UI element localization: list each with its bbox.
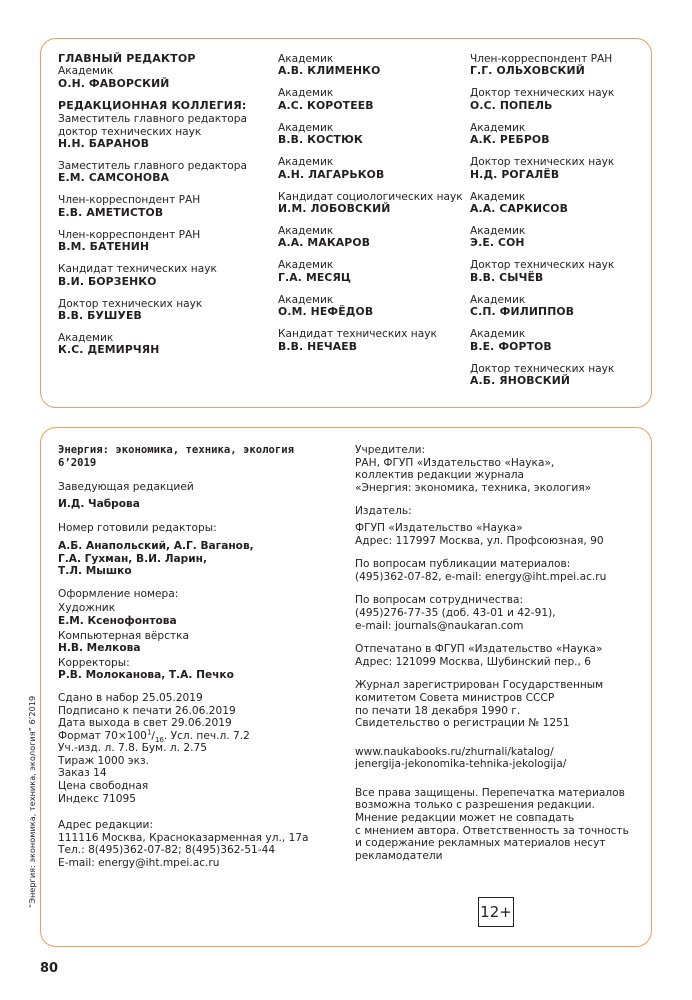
- board-member: [58, 298, 268, 323]
- board-member: [58, 113, 268, 150]
- layout-name: Н.В. Мелкова: [58, 642, 141, 655]
- head-editor-block: [58, 481, 348, 510]
- prepared-name-1: А.Б. Анапольский, А.Г. Ваганов,: [58, 539, 254, 552]
- member-title: Академик: [278, 225, 334, 238]
- board-member: [470, 191, 640, 216]
- board-list-2: [278, 53, 463, 353]
- chief-editor-role: Академик: [58, 65, 114, 78]
- board-member: [58, 229, 268, 254]
- member-name: И.М. ЛОБОВСКИЙ: [278, 202, 391, 216]
- board-column-3: [470, 53, 640, 397]
- founders-line-1: РАН, ФГУП «Издательство «Наука»,: [355, 456, 555, 469]
- head-editor-label: Заведующая редакцией: [58, 481, 194, 494]
- registration-line-1: Журнал зарегистрирован Государственным: [355, 679, 604, 692]
- member-name: А.Н. ЛАГАРЬКОВ: [278, 167, 385, 181]
- member-title: Академик: [278, 53, 334, 65]
- member-name: В.В. КОСТЮК: [278, 133, 363, 147]
- member-name: В.В. БУШУЕВ: [58, 309, 142, 323]
- member-name: С.П. ФИЛИППОВ: [470, 305, 575, 319]
- rights-line-6: рекламодатели: [355, 849, 443, 862]
- member-title: Заместитель главного редактора: [58, 160, 247, 173]
- coop-line-2: (495)276-77-35 (доб. 43-01 и 42-91),: [355, 606, 556, 619]
- stat-signed: Подписано к печати 26.06.2019: [58, 704, 236, 717]
- founders-line-2: коллектив редакции журнала: [355, 469, 525, 482]
- member-title: Доктор технических наук: [470, 156, 615, 169]
- member-name: В.В. НЕЧАЕВ: [278, 339, 358, 353]
- imprint-right-column: [355, 444, 645, 869]
- website-line-2: jenergija-jekonomika-tehnika-jekologija/: [355, 758, 567, 771]
- proof-names: Р.В. Молоканова, Т.А. Печко: [58, 669, 234, 682]
- member-title: Академик: [278, 156, 334, 169]
- board-member: [470, 87, 640, 112]
- cooperation-contact-block: [355, 594, 645, 632]
- board-list-3: [470, 53, 640, 387]
- prepared-name-2: Г.А. Гухман, В.И. Ларин,: [58, 552, 207, 565]
- member-name: А.К. РЕБРОВ: [470, 133, 550, 147]
- journal-title: Энергия: экономика, техника, экология: [58, 444, 294, 456]
- member-name: О.М. НЕФЁДОВ: [278, 305, 374, 319]
- rights-line-2: возможна только с разрешения редакции.: [355, 799, 595, 812]
- stat-price: Цена свободная: [58, 780, 149, 793]
- pub-contact-line-2: (495)362-07-82, e-mail: energy@iht.mpei.ac.ru: [355, 570, 607, 583]
- chief-editor-name: О.Н. ФАВОРСКИЙ: [58, 76, 170, 90]
- board-member: [470, 363, 640, 388]
- member-name: В.В. СЫЧЁВ: [470, 270, 544, 284]
- member-title: Член-корреспондент РАН: [58, 228, 201, 241]
- member-title: Кандидат социологических наук: [278, 190, 463, 203]
- registration-block: [355, 679, 645, 729]
- member-name: А.А. МАКАРОВ: [278, 236, 371, 250]
- member-title: Академик: [58, 332, 114, 345]
- prepared-block: [58, 522, 348, 577]
- stat-order: Заказ 14: [58, 767, 107, 780]
- design-label: Оформление номера:: [58, 587, 179, 600]
- address: 111116 Москва, Красноказарменная ул., 17а: [58, 831, 309, 844]
- member-name: Г.А. МЕСЯЦ: [278, 270, 352, 284]
- publisher-block: [355, 505, 645, 547]
- board-member: [470, 122, 640, 147]
- journal-title-block: [58, 444, 348, 469]
- prepared-label: Номер готовили редакторы:: [58, 522, 217, 535]
- rights-line-5: и содержание рекламных материалов несут: [355, 837, 606, 850]
- email: E-mail: energy@iht.mpei.ac.ru: [58, 857, 220, 870]
- member-title: Академик: [470, 121, 526, 134]
- printed-line-2: Адрес: 121099 Москва, Шубинский пер., 6: [355, 655, 592, 668]
- proof-label: Корректоры:: [58, 656, 130, 669]
- printed-block: [355, 643, 645, 668]
- board-member: [278, 259, 463, 284]
- member-title: Академик: [470, 328, 526, 341]
- member-name: В.М. БАТЕНИН: [58, 240, 150, 254]
- board-member: [470, 156, 640, 181]
- address-label: Адрес редакции:: [58, 819, 154, 832]
- stat-released: Дата выхода в свет 29.06.2019: [58, 717, 232, 730]
- board-member: [58, 332, 268, 357]
- stat-format: Формат $70\times 100^1/_{16}$. Усл. печ.л. 7.2: [58, 728, 250, 744]
- age-rating-badge: 12+: [478, 897, 514, 927]
- registration-line-2: комитетом Совета министров СССР: [355, 691, 555, 704]
- board-member: [58, 263, 268, 288]
- board-member: [470, 328, 640, 353]
- member-name: О.С. ПОПЕЛЬ: [470, 98, 553, 112]
- board-column-2: [278, 53, 463, 363]
- member-name: А.Б. ЯНОВСКИЙ: [470, 374, 571, 388]
- board-heading: РЕДАКЦИОННАЯ КОЛЛЕГИЯ:: [58, 98, 247, 112]
- design-block: [58, 588, 348, 682]
- member-title: Кандидат технических наук: [278, 328, 437, 341]
- pub-contact-line-1: По вопросам публикации материалов:: [355, 558, 571, 571]
- website-block: [355, 746, 645, 771]
- member-title: Академик: [470, 293, 526, 306]
- stat-sent: Сдано в набор 25.05.2019: [58, 691, 203, 704]
- board-member: [470, 53, 640, 78]
- member-title: Академик: [278, 121, 334, 134]
- publisher-line-1: ФГУП «Издательство «Наука»: [355, 521, 523, 534]
- member-title: Академик: [470, 190, 526, 203]
- rights-line-1: Все права защищены. Перепечатка материалов: [355, 786, 625, 799]
- registration-line-4: Свидетельство о регистрации № 1251: [355, 717, 570, 730]
- member-title: Доктор технических наук: [470, 87, 615, 100]
- member-title: Академик: [278, 293, 334, 306]
- publication-contact-block: [355, 558, 645, 583]
- chief-editor-entry: [58, 65, 268, 90]
- publisher-line-2: Адрес: 117997 Москва, ул. Профсоюзная, 90: [355, 534, 604, 547]
- stat-sheets: Уч.-изд. л. 7.8. Бум. л. 2.75: [58, 742, 207, 755]
- founders-label: Учредители:: [355, 444, 426, 456]
- stat-run: Тираж 1000 экз.: [58, 754, 150, 767]
- board-member: [278, 294, 463, 319]
- member-name: А.В. КЛИМЕНКО: [278, 64, 381, 78]
- member-name: В.Е. ФОРТОВ: [470, 339, 552, 353]
- member-name: А.С. КОРОТЕЕВ: [278, 98, 374, 112]
- member-name: Э.Е. СОН: [470, 236, 525, 250]
- member-title: Доктор технических наук: [470, 259, 615, 272]
- member-title: Доктор технических наук: [58, 297, 203, 310]
- prepared-name-3: Т.Л. Мышко: [58, 565, 132, 578]
- member-title: Доктор технических наук: [470, 362, 615, 375]
- board-column-1: [58, 53, 268, 366]
- artist-name: Е.М. Ксенофонтова: [58, 614, 177, 627]
- member-title: Академик: [278, 87, 334, 100]
- stats-block: [58, 692, 348, 805]
- side-running-title: “Энергия: экономика, техника, экология” 6’2019: [27, 695, 37, 908]
- issue-number: 6’2019: [58, 456, 97, 469]
- printed-line-1: Отпечатано в ФГУП «Издательство «Наука»: [355, 643, 603, 656]
- founders-block: [355, 444, 645, 494]
- imprint-left-column: [58, 444, 348, 877]
- rights-block: [355, 787, 645, 863]
- member-name: Н.Д. РОГАЛЁВ: [470, 167, 560, 181]
- member-title: Член-корреспондент РАН: [470, 53, 613, 65]
- member-title: Академик: [470, 225, 526, 238]
- board-member: [278, 53, 463, 78]
- board-member: [470, 259, 640, 284]
- member-name: Е.В. АМЕТИСТОВ: [58, 205, 164, 219]
- page-number: 80: [40, 961, 59, 976]
- publisher-label: Издатель:: [355, 505, 412, 518]
- layout-label: Компьютерная вёрстка: [58, 629, 190, 642]
- board-member: [278, 87, 463, 112]
- board-member: [470, 294, 640, 319]
- artist-label: Художник: [58, 602, 116, 615]
- board-list-1: [58, 113, 268, 357]
- board-member: [470, 225, 640, 250]
- board-member: [58, 160, 268, 185]
- board-member: [278, 122, 463, 147]
- website-line-1: www.naukabooks.ru/zhurnali/katalog/: [355, 745, 554, 758]
- rights-line-3: Мнение редакции может не совпадать: [355, 812, 575, 825]
- board-member: [278, 156, 463, 181]
- board-member: [278, 225, 463, 250]
- member-name: В.И. БОРЗЕНКО: [58, 274, 157, 288]
- board-member: [58, 194, 268, 219]
- member-name: Н.Н. БАРАНОВ: [58, 137, 150, 151]
- rights-line-4: с мнением автора. Ответственность за точность: [355, 824, 629, 837]
- stat-index: Индекс 71095: [58, 792, 136, 805]
- telephone: Тел.: 8(495)362-07-82; 8(495)362-51-44: [58, 844, 276, 857]
- coop-line-3: e-mail: journals@naukaran.com: [355, 619, 524, 632]
- member-name: Е.М. САМСОНОВА: [58, 171, 170, 185]
- board-member: [278, 328, 463, 353]
- founders-line-3: «Энергия: экономика, техника, экология»: [355, 481, 592, 494]
- editorial-address-block: [58, 819, 348, 869]
- member-title: Академик: [278, 259, 334, 272]
- member-title: Кандидат технических наук: [58, 263, 217, 276]
- registration-line-3: по печати 18 декабря 1990 г.: [355, 704, 521, 717]
- member-name: Г.Г. ОЛЬХОВСКИЙ: [470, 64, 585, 78]
- board-member: [278, 191, 463, 216]
- member-title: Заместитель главного редактора доктор технических наук: [58, 113, 247, 138]
- chief-editor-heading: ГЛАВНЫЙ РЕДАКТОР: [58, 52, 196, 65]
- member-name: К.С. ДЕМИРЧЯН: [58, 343, 160, 357]
- head-editor-name: И.Д. Чаброва: [58, 497, 140, 510]
- member-title: Член-корреспондент РАН: [58, 194, 201, 207]
- member-name: А.А. САРКИСОВ: [470, 202, 569, 216]
- coop-line-1: По вопросам сотрудничества:: [355, 594, 524, 607]
